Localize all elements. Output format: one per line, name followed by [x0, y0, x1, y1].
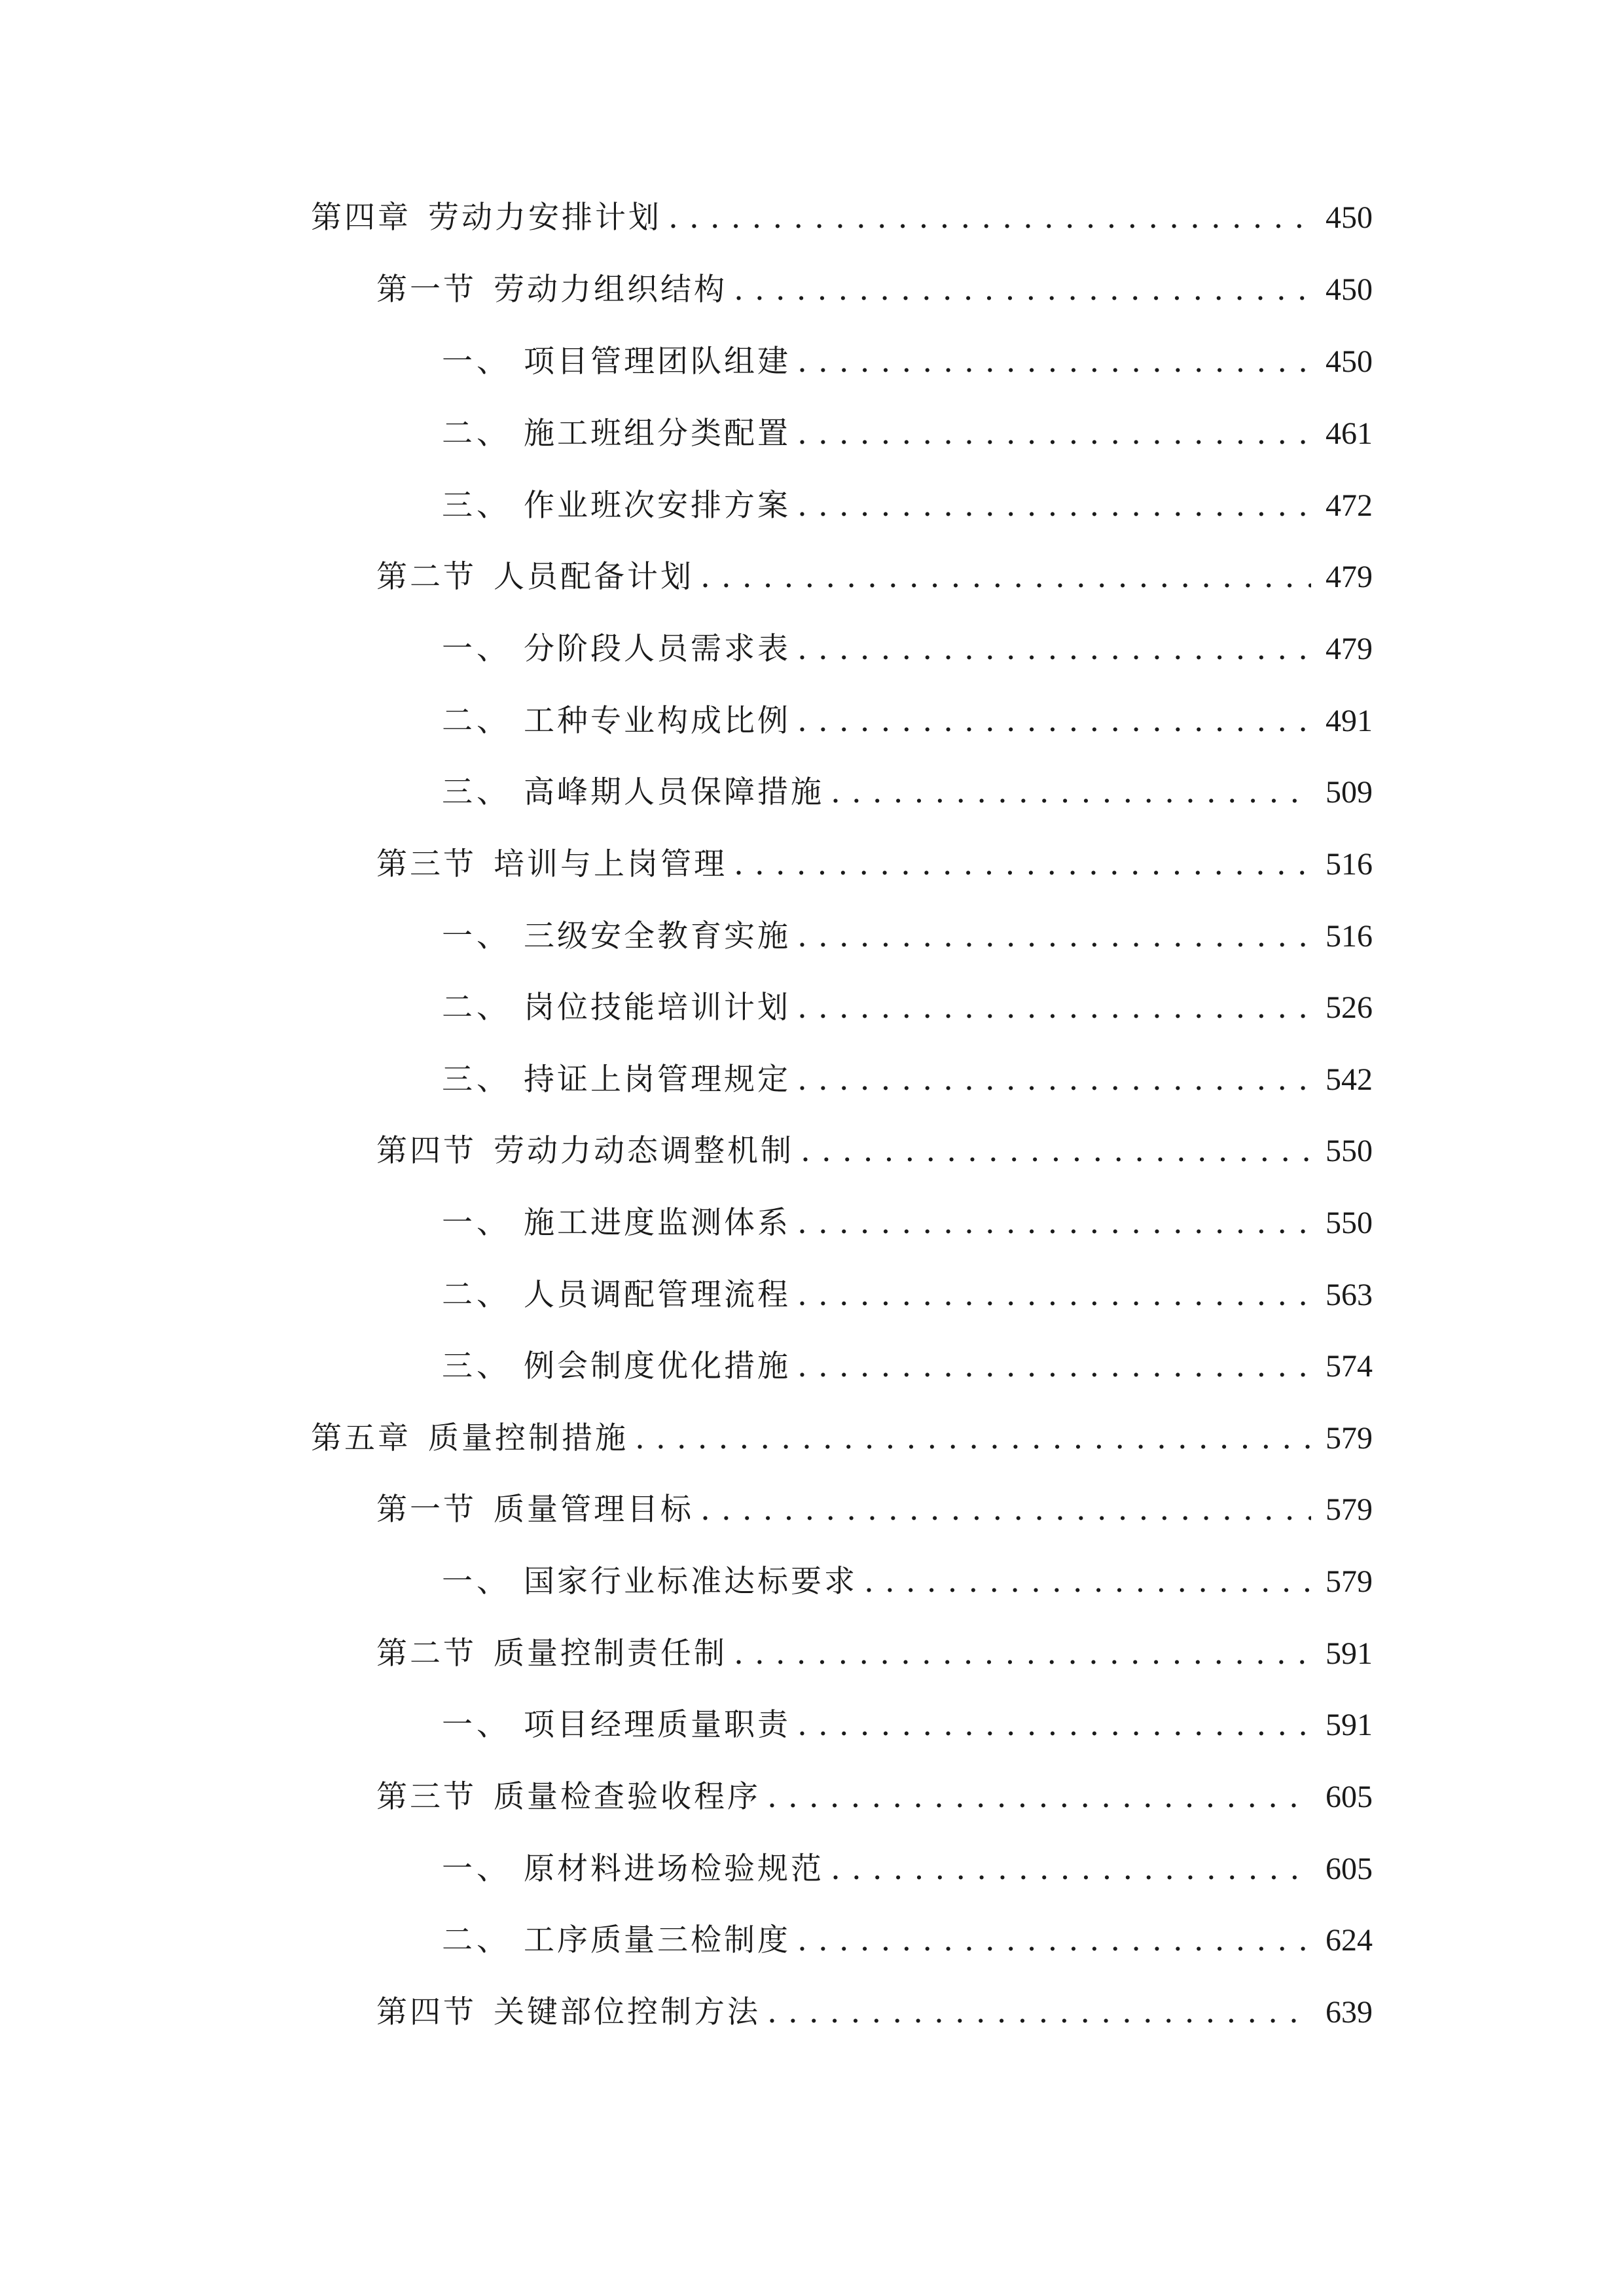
toc-dot-leader [700, 1487, 1311, 1533]
toc-entry-subsection[interactable] [442, 698, 1373, 744]
toc-entry-number: 一、 [442, 1564, 511, 1600]
toc-entry-title: 原材料进场检验规范 [524, 1851, 824, 1887]
toc-dot-leader [797, 1344, 1311, 1390]
toc-dot-leader [734, 842, 1311, 888]
toc-entry-page: 579 [1326, 1564, 1373, 1599]
toc-entry-subsection[interactable] [442, 339, 1373, 385]
toc-entry-number: 一、 [442, 1851, 511, 1887]
toc-entry-subsection[interactable] [442, 1702, 1373, 1748]
toc-dot-leader [864, 1559, 1311, 1605]
toc-entry-title: 培训与上岗管理 [494, 846, 727, 882]
toc-entry-page: 574 [1326, 1349, 1373, 1384]
toc-entry-title: 质量管理目标 [494, 1492, 694, 1528]
toc-entry-title: 劳动力组织结构 [494, 272, 727, 308]
toc-entry-section[interactable] [376, 842, 1373, 888]
toc-entry-section[interactable] [376, 554, 1373, 600]
toc-entry-title: 工种专业构成比例 [524, 703, 791, 739]
toc-dot-leader [797, 914, 1311, 960]
toc-entry-number: 第一节 [376, 272, 477, 308]
toc-entry-number: 二、 [442, 703, 511, 739]
toc-entry-page: 639 [1326, 1995, 1373, 2030]
toc-dot-leader [797, 339, 1311, 385]
toc-entry-section[interactable] [376, 1487, 1373, 1533]
toc-entry-page: 516 [1326, 919, 1373, 954]
toc-entry-page: 550 [1326, 1134, 1373, 1168]
toc-entry-number: 第二节 [376, 1636, 477, 1672]
toc-entry-page: 450 [1326, 200, 1373, 235]
toc-entry-title: 高峰期人员保障措施 [524, 774, 824, 810]
toc-entry-chapter[interactable] [311, 195, 1373, 241]
toc-entry-title: 项目管理团队组建 [524, 344, 791, 380]
toc-entry-page: 563 [1326, 1278, 1373, 1312]
toc-entry-page: 461 [1326, 416, 1373, 451]
toc-dot-leader [767, 1774, 1311, 1820]
toc-entry-title: 项目经理质量职责 [524, 1707, 791, 1743]
toc-dot-leader [797, 1918, 1311, 1964]
toc-entry-title: 质量检查验收程序 [494, 1779, 761, 1815]
toc-entry-subsection[interactable] [442, 770, 1373, 816]
toc-entry-section[interactable] [376, 1990, 1373, 2036]
toc-dot-leader [797, 1057, 1311, 1103]
toc-dot-leader [797, 411, 1311, 457]
toc-entry-section[interactable] [376, 1631, 1373, 1677]
toc-entry-title: 工序质量三检制度 [524, 1922, 791, 1958]
toc-entry-number: 第三节 [376, 846, 477, 882]
toc-entry-page: 542 [1326, 1062, 1373, 1097]
toc-entry-title: 施工进度监测体系 [524, 1205, 791, 1241]
toc-entry-title: 劳动力动态调整机制 [494, 1133, 794, 1169]
toc-entry-title: 人员调配管理流程 [524, 1277, 791, 1313]
toc-dot-leader [831, 770, 1311, 816]
toc-entry-page: 450 [1326, 344, 1373, 379]
toc-entry-number: 第五章 [311, 1420, 411, 1456]
toc-entry-page: 479 [1326, 632, 1373, 666]
toc-dot-leader [734, 1631, 1311, 1677]
toc-entry-title: 岗位技能培训计划 [524, 990, 791, 1026]
toc-entry-subsection[interactable] [442, 1272, 1373, 1318]
toc-dot-leader [801, 1128, 1311, 1174]
toc-entry-subsection[interactable] [442, 411, 1373, 457]
toc-entry-title: 持证上岗管理规定 [524, 1062, 791, 1098]
toc-entry-number: 第四节 [376, 1133, 477, 1169]
toc-entry-title: 国家行业标准达标要求 [524, 1564, 857, 1600]
toc-entry-page: 591 [1326, 1636, 1373, 1671]
toc-entry-page: 624 [1326, 1923, 1373, 1958]
toc-entry-subsection[interactable] [442, 483, 1373, 529]
toc-entry-subsection[interactable] [442, 914, 1373, 960]
toc-entry-subsection[interactable] [442, 1057, 1373, 1103]
toc-entry-subsection[interactable] [442, 1200, 1373, 1246]
toc-dot-leader [767, 1990, 1311, 2036]
toc-entry-title: 质量控制措施 [428, 1420, 628, 1456]
toc-entry-number: 一、 [442, 631, 511, 667]
toc-entry-subsection[interactable] [442, 1918, 1373, 1964]
toc-entry-title: 分阶段人员需求表 [524, 631, 791, 667]
toc-entry-number: 三、 [442, 774, 511, 810]
toc-entry-page: 509 [1326, 775, 1373, 810]
toc-entry-page: 579 [1326, 1421, 1373, 1456]
toc-entry-number: 二、 [442, 1922, 511, 1958]
toc-dot-leader [797, 698, 1311, 744]
toc-entry-section[interactable] [376, 267, 1373, 313]
toc-entry-number: 三、 [442, 1062, 511, 1098]
toc-entry-page: 450 [1326, 272, 1373, 307]
toc-entry-page: 605 [1326, 1852, 1373, 1886]
toc-entry-number: 第三节 [376, 1779, 477, 1815]
toc-entry-page: 479 [1326, 560, 1373, 594]
toc-entry-page: 591 [1326, 1708, 1373, 1742]
toc-entry-number: 一、 [442, 918, 511, 954]
toc-entry-subsection[interactable] [442, 1559, 1373, 1605]
toc-dot-leader [797, 1702, 1311, 1748]
toc-entry-page: 550 [1326, 1206, 1373, 1240]
toc-entry-title: 关键部位控制方法 [494, 1994, 761, 2030]
toc-entry-number: 二、 [442, 416, 511, 452]
toc-dot-leader [700, 554, 1311, 600]
toc-entry-number: 三、 [442, 488, 511, 524]
toc-entry-page: 605 [1326, 1780, 1373, 1814]
toc-entry-number: 二、 [442, 1277, 511, 1313]
toc-entry-title: 人员配备计划 [494, 559, 694, 595]
toc-dot-leader [797, 985, 1311, 1031]
toc-dot-leader [797, 1272, 1311, 1318]
toc-entry-subsection[interactable] [442, 985, 1373, 1031]
toc-entry-section[interactable] [376, 1774, 1373, 1820]
toc-entry-page: 491 [1326, 704, 1373, 738]
toc-entry-title: 质量控制责任制 [494, 1636, 727, 1672]
toc-dot-leader [831, 1846, 1311, 1892]
toc-entry-title: 施工班组分类配置 [524, 416, 791, 452]
toc-entry-number: 第二节 [376, 559, 477, 595]
toc-entry-number: 第四节 [376, 1994, 477, 2030]
toc-entry-title: 作业班次安排方案 [524, 488, 791, 524]
toc-dot-leader [734, 267, 1311, 313]
toc-entry-page: 579 [1326, 1492, 1373, 1527]
toc-entry-number: 一、 [442, 1707, 511, 1743]
toc-entry-page: 526 [1326, 990, 1373, 1025]
toc-entry-page: 516 [1326, 847, 1373, 882]
toc-entry-subsection[interactable] [442, 1344, 1373, 1390]
toc-entry-number: 第一节 [376, 1492, 477, 1528]
toc-entry-number: 一、 [442, 344, 511, 380]
toc-entry-number: 二、 [442, 990, 511, 1026]
toc-dot-leader [797, 1200, 1311, 1246]
toc-entry-number: 一、 [442, 1205, 511, 1241]
toc-entry-title: 三级安全教育实施 [524, 918, 791, 954]
toc-entry-subsection[interactable] [442, 1846, 1373, 1892]
toc-entry-number: 第四章 [311, 200, 411, 236]
toc-dot-leader [797, 483, 1311, 529]
toc-entry-title: 劳动力安排计划 [428, 200, 662, 236]
toc-entry-section[interactable] [376, 1128, 1373, 1174]
toc-entry-page: 472 [1326, 488, 1373, 523]
toc-entry-title: 例会制度优化措施 [524, 1348, 791, 1384]
toc-entry-subsection[interactable] [442, 626, 1373, 672]
toc-dot-leader [668, 195, 1311, 241]
toc-dot-leader [635, 1416, 1311, 1462]
toc-dot-leader [797, 626, 1311, 672]
toc-entry-chapter[interactable] [311, 1416, 1373, 1462]
toc-entry-number: 三、 [442, 1348, 511, 1384]
